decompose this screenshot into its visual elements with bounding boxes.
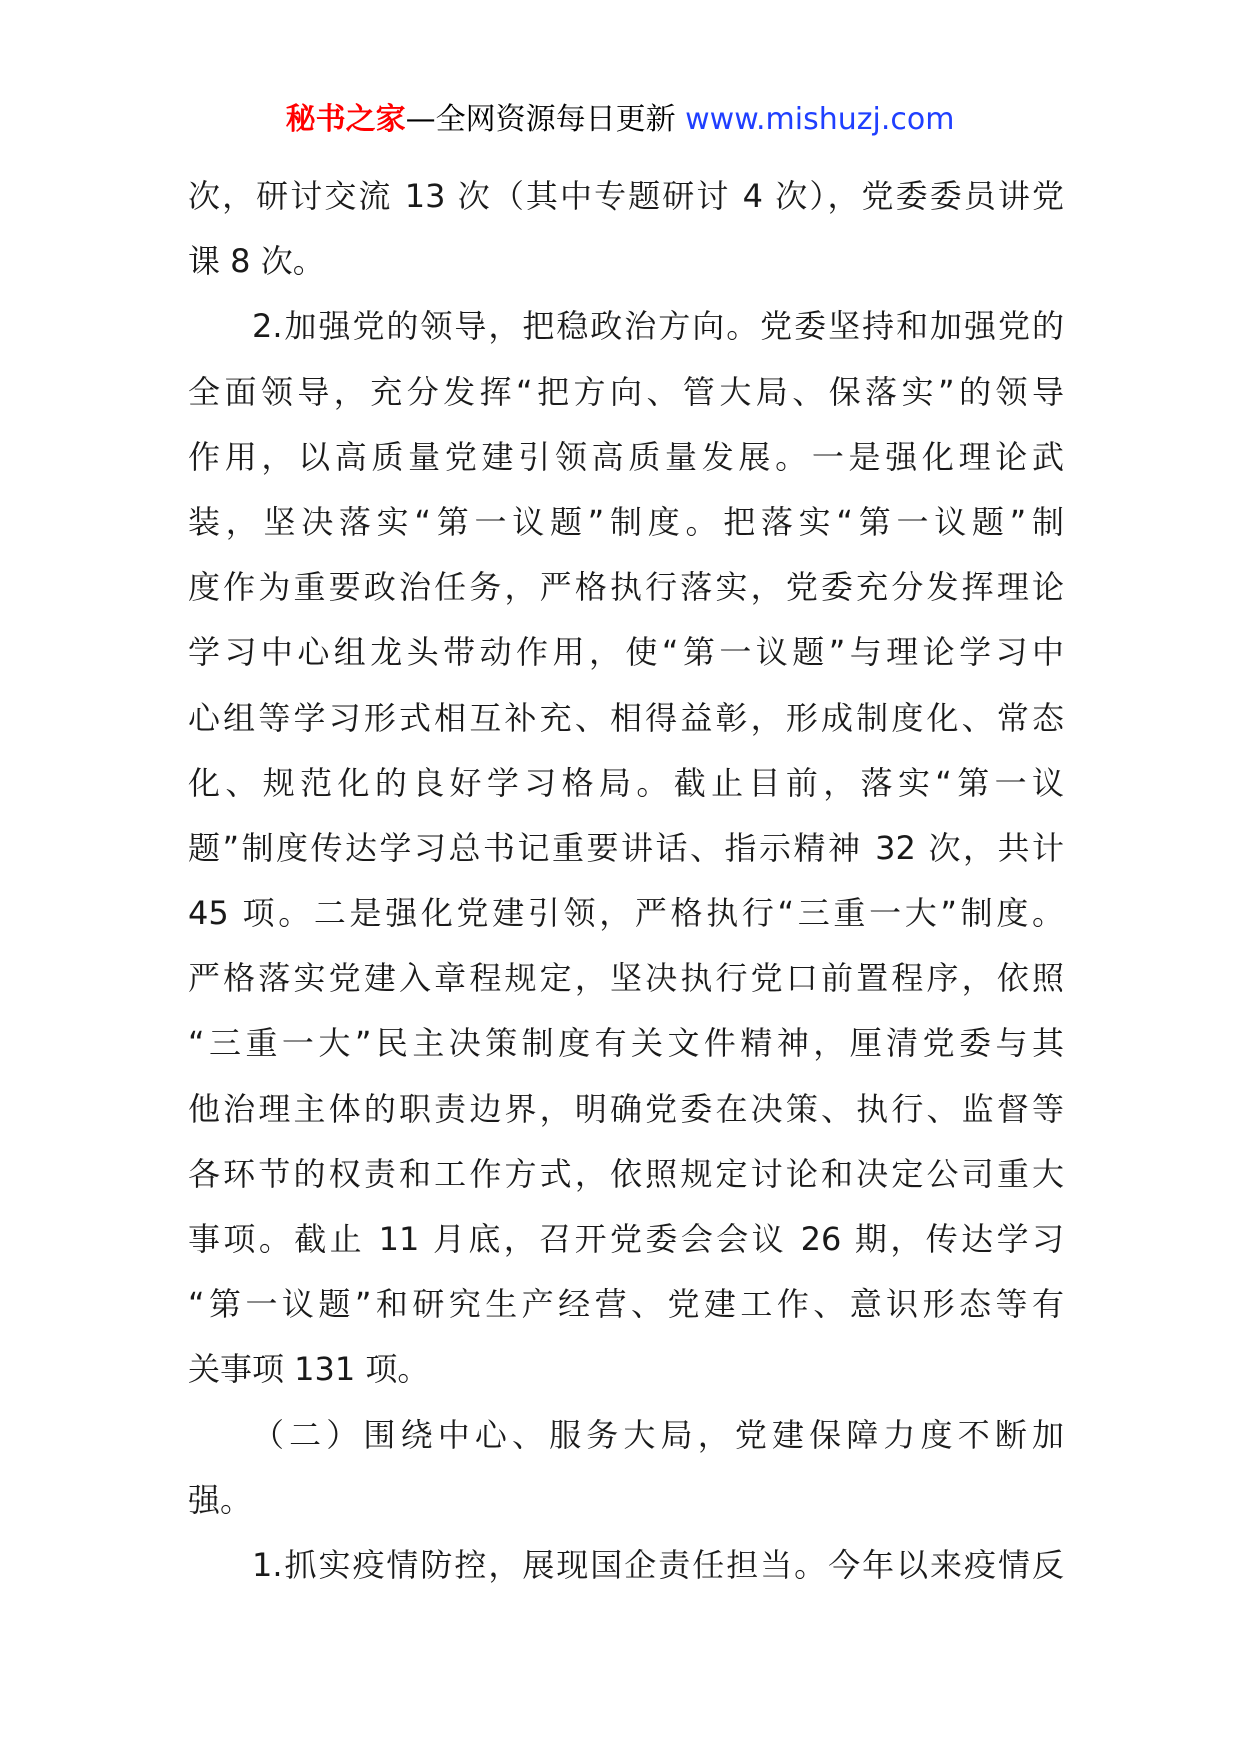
text-line: 事项。截止 11 月底，召开党委会会议 26 期，传达学习	[188, 1220, 1064, 1258]
paragraph-first-line: 1.抓实疫情防控，展现国企责任担当。今年以来疫情反	[252, 1545, 1064, 1584]
text-line: 题”制度传达学习总书记重要讲话、指示精神 32 次，共计	[188, 828, 1064, 867]
site-slogan: —全网资源每日更新	[405, 102, 676, 137]
text-line: “三重一大”民主决策制度有关文件精神，厘清党委与其	[188, 1024, 1064, 1063]
text-line: 课 8 次。	[188, 242, 325, 281]
text-line: 45 项。二是强化党建引领，严格执行“三重一大”制度。	[188, 894, 1064, 933]
document-body	[188, 164, 1064, 1598]
text-line: 装，坚决落实“第一议题”制度。把落实“第一议题”制	[188, 502, 1064, 541]
text-line: 心组等学习形式相互补充、相得益彰，形成制度化、常态	[188, 698, 1064, 737]
text-line: 严格落实党建入章程规定，坚决执行党口前置程序，依照	[188, 959, 1064, 998]
text-line: “第一议题”和研究生产经营、党建工作、意识形态等有	[188, 1285, 1064, 1324]
site-brand: 秘书之家	[285, 102, 406, 137]
section-heading: （二）围绕中心、服务大局，党建保障力度不断加	[252, 1415, 1064, 1454]
page-header	[0, 100, 1240, 140]
text-line: 各环节的权责和工作方式，依照规定讨论和决定公司重大	[188, 1154, 1064, 1193]
text-line: 全面领导，充分发挥“把方向、管大局、保落实”的领导	[188, 372, 1064, 411]
text-line: 他治理主体的职责边界，明确党委在决策、执行、监督等	[188, 1089, 1064, 1128]
text-line: 学习中心组龙头带动作用，使“第一议题”与理论学习中	[188, 633, 1064, 672]
text-line: 次，研讨交流 13 次（其中专题研讨 4 次），党委委员讲党	[188, 177, 1064, 215]
text-line: 关事项 131 项。	[188, 1350, 430, 1389]
section-heading-end: 强。	[188, 1480, 253, 1519]
text-line: 作用，以高质量党建引领高质量发展。一是强化理论武	[188, 437, 1064, 476]
paragraph-first-line: 2.加强党的领导，把稳政治方向。党委坚持和加强党的	[252, 307, 1064, 346]
site-url-link[interactable]: www.mishuzj.com	[685, 102, 955, 137]
text-line: 化、规范化的良好学习格局。截止目前，落实“第一议	[188, 763, 1064, 802]
text-line: 度作为重要政治任务，严格执行落实，党委充分发挥理论	[188, 568, 1064, 607]
